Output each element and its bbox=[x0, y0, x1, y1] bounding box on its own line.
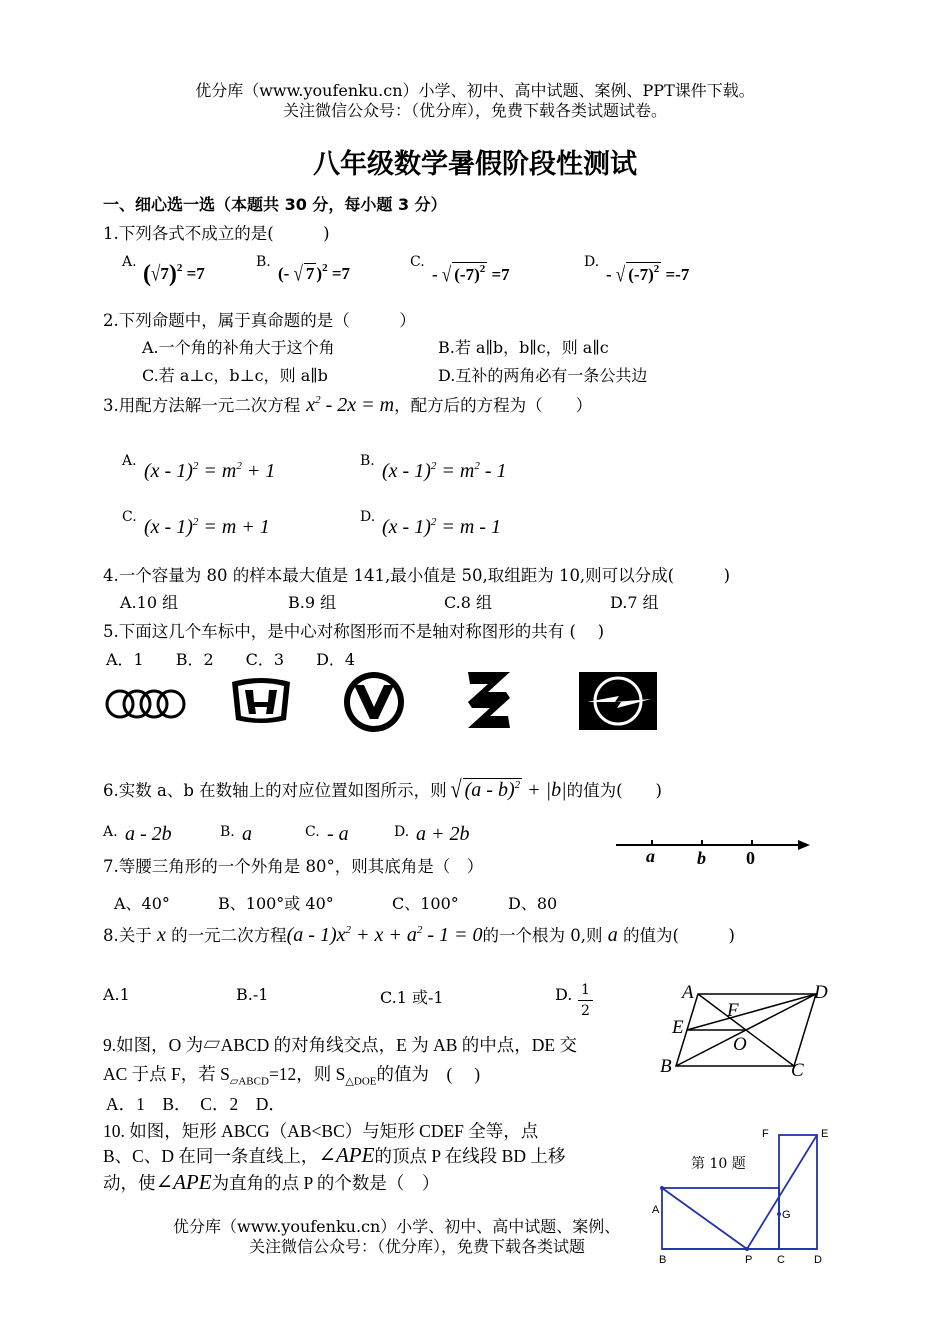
q8-option-c: C.1 或-1 bbox=[380, 988, 444, 1007]
q8-stem: 8.关于 x 的一元二次方程$(a - 1)x^2 + x + a^2 - 1 = 0$的一个根为 0,则 a 的值为( ) bbox=[103, 924, 735, 946]
q1-stem: 1.下列各式不成立的是( ) bbox=[103, 224, 330, 243]
q3-label-c: C. bbox=[122, 509, 137, 525]
q10-figure-caption: 第 10 题 bbox=[691, 1156, 746, 1172]
q1-option-b: (- √ 7 )$^2$ =7 bbox=[278, 261, 351, 286]
fig9-label-b: B bbox=[660, 1056, 672, 1077]
q3-label-b: B. bbox=[360, 453, 375, 469]
q1-label-b: B. bbox=[256, 254, 271, 270]
fig9-label-c: C bbox=[791, 1060, 804, 1081]
audi-logo bbox=[104, 685, 188, 725]
q6-label-b: B. bbox=[220, 824, 235, 840]
fig10-label-f: F bbox=[762, 1128, 769, 1140]
axis-label-b: b bbox=[697, 848, 706, 868]
q1-label-c: C. bbox=[410, 254, 425, 270]
q4-option-a: A.10 组 bbox=[120, 593, 179, 612]
q6-label-c: C. bbox=[305, 824, 320, 840]
q8-option-b: B.-1 bbox=[236, 985, 269, 1004]
q4-stem: 4.一个容量为 80 的样本最大值是 141,最小值是 50,取组距为 10,则可以分成( ) bbox=[103, 566, 731, 585]
honda-logo bbox=[228, 676, 294, 724]
q2-option-d: D.互补的两角必有一条公共边 bbox=[438, 366, 648, 385]
q6-label-a: A. bbox=[103, 824, 118, 840]
q2-option-a: A.一个角的补角大于这个角 bbox=[142, 338, 335, 357]
fig9-label-o: O bbox=[733, 1034, 747, 1055]
q6-option-d: a + 2b bbox=[416, 823, 470, 845]
q3-label-d: D. bbox=[360, 509, 376, 525]
fig10-label-a: A bbox=[652, 1204, 660, 1216]
fig9-label-f: F bbox=[727, 1000, 739, 1021]
q5-options: A．1 B．2 C．3 D．4 bbox=[106, 650, 356, 669]
q10-line-3: 动，使∠APE为直角的点 P 的个数是（ ） bbox=[103, 1170, 440, 1194]
q6-stem: 6.实数 a、b 在数轴上的对应位置如图所示，则 √ (a - b)$^2$ + |b|的值为( ) bbox=[103, 776, 662, 804]
q10-line-1: 10. 如图，矩形 ABCG（AB<BC）与矩形 CDEF 全等，点 bbox=[103, 1121, 539, 1141]
q9-line-1: 9.如图，O 为▱ABCD 的对角线交点，E 为 AB 的中点，DE 交 bbox=[103, 1035, 577, 1055]
section-heading: 一、细心选一选（本题共 30 分，每小题 3 分） bbox=[103, 195, 447, 214]
fig10-label-p: P bbox=[745, 1254, 753, 1266]
header-line-1: 优分库（www.youfenku.cn）小学、初中、高中试题、案例、PPT课件下载。 bbox=[195, 81, 755, 100]
q6-option-b: a bbox=[242, 823, 252, 845]
q4-option-d: D.7 组 bbox=[610, 593, 659, 612]
fig9-label-a: A bbox=[682, 982, 694, 1003]
q3-option-a: $(x - 1)^2 = m^2 + 1$ bbox=[144, 460, 276, 482]
q8-fraction: 1 2 bbox=[578, 980, 593, 1021]
q2-stem: 2.下列命题中，属于真命题的是（ ） bbox=[103, 311, 416, 330]
page-title: 八年级数学暑假阶段性测试 bbox=[313, 149, 637, 180]
q3-stem: 3.用配方法解一元二次方程 $x^2 - 2x = m$，配方后的方程为（ ） bbox=[103, 394, 593, 416]
q3-option-b: $(x - 1)^2 = m^2 - 1$ bbox=[382, 460, 507, 482]
q1-option-c: - √ $(-7)^2 =7$ bbox=[432, 262, 510, 287]
q3-option-c: (x - 1)$^2$ = m + 1 bbox=[144, 516, 270, 538]
q8-option-a: A.1 bbox=[103, 985, 130, 1004]
fig9-label-d: D bbox=[814, 982, 828, 1003]
q6-option-c: - a bbox=[327, 823, 349, 845]
q10-line-2: B、C、D 在同一条直线上，∠APE的顶点 P 在线段 BD 上移 bbox=[103, 1143, 566, 1167]
q5-stem: 5.下面这几个车标中，是中心对称图形而不是轴对称图形的共有 ( ) bbox=[103, 622, 605, 641]
q9-options: A．1 B． C．2 D． bbox=[106, 1094, 286, 1114]
q4-option-b: B.9 组 bbox=[288, 593, 337, 612]
q1-option-d: - √ $(-7)^2 =-7$ bbox=[606, 262, 690, 287]
volkswagen-logo bbox=[340, 671, 408, 733]
fig10-label-e: E bbox=[821, 1128, 829, 1140]
q2-option-c: C.若 a⊥c，b⊥c，则 a∥b bbox=[142, 366, 328, 385]
fig9-label-e: E bbox=[672, 1017, 684, 1038]
q6-option-a: a - 2b bbox=[125, 823, 172, 845]
q7-option-a: A、40° bbox=[114, 894, 170, 913]
q8-option-d: D. bbox=[555, 985, 573, 1004]
suzuki-logo bbox=[458, 670, 520, 730]
q7-option-c: C、100° bbox=[392, 894, 459, 913]
q1-option-a: $(√7)^2 =7$ bbox=[143, 261, 205, 287]
q2-option-b: B.若 a∥b，b∥c，则 a∥c bbox=[438, 338, 609, 357]
footer-line-1: 优分库（www.youfenku.cn）小学、初中、高中试题、案例、 bbox=[173, 1217, 621, 1236]
fig10-label-d: D bbox=[814, 1254, 822, 1266]
q10-rectangles-figure bbox=[650, 1125, 830, 1260]
opel-logo bbox=[579, 672, 657, 730]
fig10-label-c: C bbox=[777, 1254, 785, 1266]
q4-option-c: C.8 组 bbox=[444, 593, 493, 612]
q6-label-d: D. bbox=[394, 824, 410, 840]
q1-label-d: D. bbox=[584, 254, 600, 270]
q3-option-d: (x - 1)$^2$ = m - 1 bbox=[382, 516, 501, 538]
axis-label-a: a bbox=[646, 846, 655, 866]
axis-label-zero: 0 bbox=[746, 848, 755, 868]
q1-label-a: A. bbox=[122, 254, 137, 270]
q7-stem: 7.等腰三角形的一个外角是 80°，则其底角是（ ） bbox=[103, 857, 484, 876]
q7-option-d: D、80 bbox=[508, 894, 558, 913]
fig10-label-b: B bbox=[659, 1254, 667, 1266]
q7-option-b: B、100°或 40° bbox=[218, 894, 334, 913]
q9-line-2: AC 于点 F，若 $S_{▱ABCD}=12$，则 $S_{\triangle DOE}$的值为 ( ) bbox=[103, 1064, 481, 1088]
footer-line-2: 关注微信公众号：（优分库），免费下载各类试题 bbox=[249, 1237, 586, 1256]
number-line bbox=[614, 834, 812, 868]
fig10-label-g: G bbox=[782, 1209, 791, 1221]
header-line-2: 关注微信公众号：（优分库），免费下载各类试题试卷。 bbox=[282, 101, 667, 120]
q3-label-a: A. bbox=[122, 453, 137, 469]
